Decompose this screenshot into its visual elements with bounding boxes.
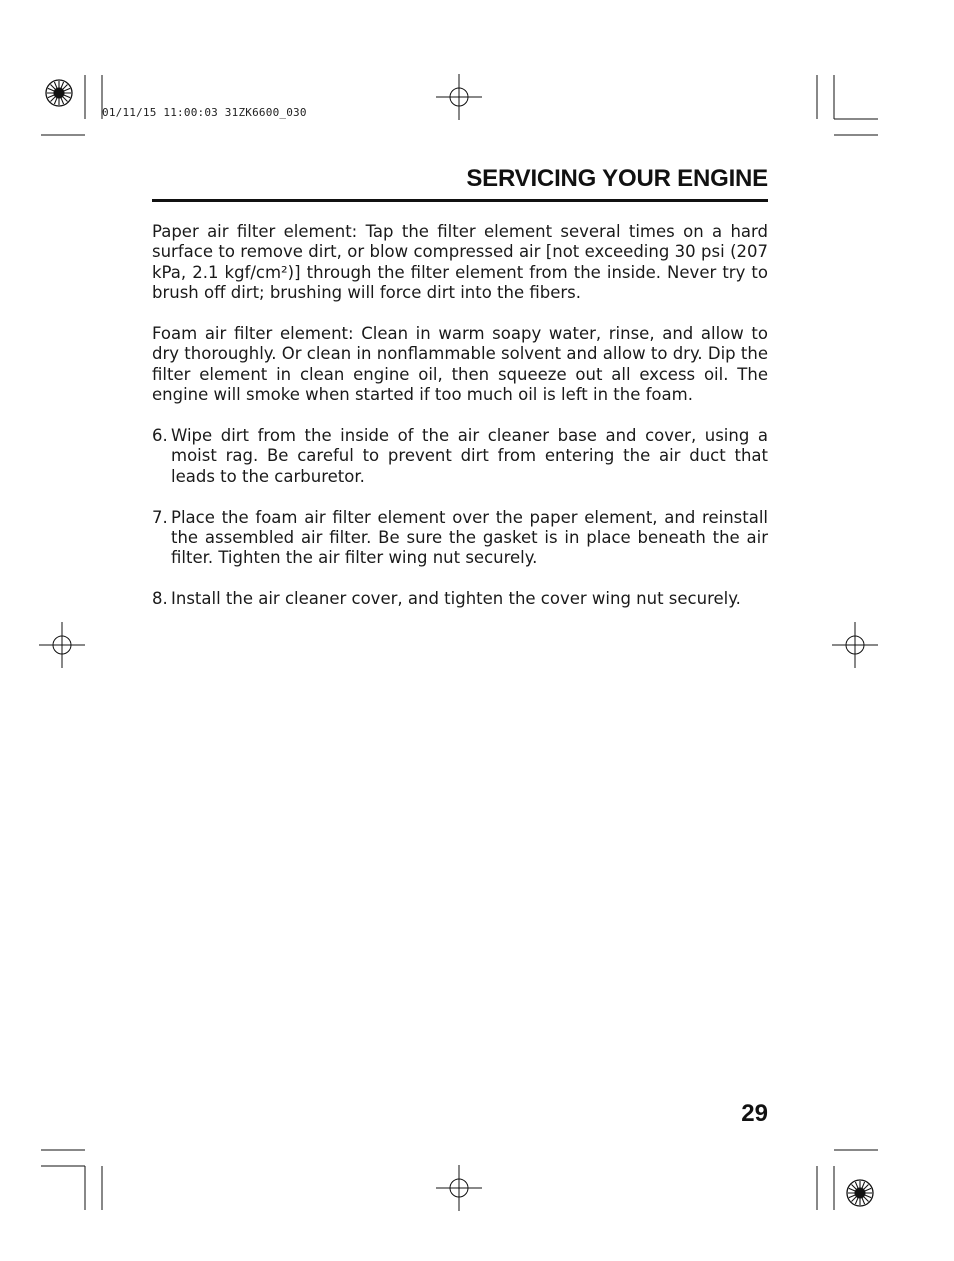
registration-crosshair-icon xyxy=(436,1165,482,1211)
step-text: Install the air cleaner cover, and tighten the cover wing nut securely. xyxy=(171,589,741,609)
registration-crosshair-icon xyxy=(39,622,85,668)
paper-filter-paragraph: Paper air filter element: Tap the filter element several times on a hard surface to remove dirt, or blow compressed air [not exceeding 30 psi (207 kPa, 2.1 kgf/cm²)] through the filter element from the inside. Never try to brush off dirt; brushing will force dirt into the fibers. xyxy=(152,222,768,303)
title-rule xyxy=(152,199,768,202)
registration-crosshair-icon xyxy=(436,74,482,120)
step-number: 6. xyxy=(152,426,168,446)
step-text: Place the foam air filter element over the paper element, and reinstall the assembled air filter. Be sure the gasket is in place beneath the air filter. Tighten the air filter wing nut securely. xyxy=(171,507,768,568)
step-number: 8. xyxy=(152,589,168,609)
registration-sunburst-icon xyxy=(46,80,72,106)
step-7 xyxy=(152,508,768,569)
step-8 xyxy=(152,589,768,609)
crop-marks-top-right xyxy=(817,75,878,135)
page-title: SERVICING YOUR ENGINE xyxy=(466,165,768,192)
registration-crosshair-icon xyxy=(832,622,878,668)
foam-filter-paragraph: Foam air filter element: Clean in warm soapy water, rinse, and allow to dry thoroughly. Or clean in nonflammable solvent and allow to dry. Dip the filter element in clean engine oil, then squeeze out all excess oil. The engine will smoke when started if too much oil is left in the foam. xyxy=(152,324,768,405)
crop-marks-bottom-left xyxy=(41,1150,102,1210)
step-number: 7. xyxy=(152,507,168,527)
page-number: 29 xyxy=(741,1100,768,1127)
step-text: Wipe dirt from the inside of the air cleaner base and cover, using a moist rag. Be careful to prevent dirt from entering the air duct that leads to the carburetor. xyxy=(171,426,768,486)
step-6 xyxy=(152,426,768,487)
body-content xyxy=(152,222,768,630)
registration-sunburst-icon xyxy=(847,1180,873,1206)
print-code: 01/11/15 11:00:03 31ZK6600_030 xyxy=(102,106,307,119)
